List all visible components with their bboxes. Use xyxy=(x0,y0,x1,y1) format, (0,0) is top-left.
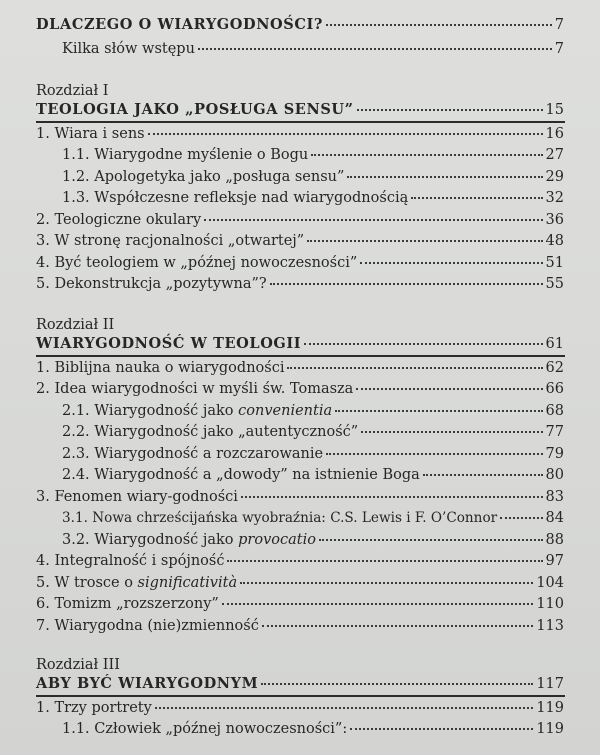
toc-entry-title: 5. Dekonstrukcja „pozytywna”? xyxy=(36,276,267,292)
leader-dots xyxy=(357,108,543,111)
toc-entry xyxy=(0,507,600,529)
toc-page-number: 104 xyxy=(536,575,564,591)
toc-page-number: 113 xyxy=(536,618,564,634)
toc-page-number: 16 xyxy=(545,126,564,142)
leader-dots xyxy=(304,342,542,345)
toc-entry-title: 1.2. Apologetyka jako „posługa sensu” xyxy=(62,169,345,185)
toc-entry-title: 6. Tomizm „rozszerzony” xyxy=(36,596,219,612)
leader-dots xyxy=(261,682,533,685)
leader-dots xyxy=(326,452,542,455)
leader-dots xyxy=(350,727,533,730)
leader-dots xyxy=(361,430,542,433)
toc-entry xyxy=(0,486,600,508)
toc-entry-title: 5. W trosce o significatività xyxy=(36,575,238,591)
toc-entry-title: 2.1. Wiarygodność jako convenientia xyxy=(62,403,333,419)
toc-page-number: 68 xyxy=(545,403,564,419)
toc-page-number: 79 xyxy=(545,446,564,462)
toc-entry xyxy=(0,550,600,572)
toc-entry-title: 3.2. Wiarygodność jako provocatio xyxy=(62,532,316,548)
leader-dots xyxy=(500,516,542,519)
leader-dots xyxy=(287,366,542,369)
toc-entry-title: 3.1. Nowa chrześcijańska wyobraźnia: C.S. Lewis i F. O’Connor xyxy=(62,510,498,526)
leader-dots xyxy=(356,387,542,390)
toc-entry-title: Kilka słów wstępu xyxy=(62,41,195,57)
toc-entry-title: 1.1. Człowiek „późnej nowoczesności”: xyxy=(62,721,348,737)
chapter-title: ABY BYĆ WIARYGODNYM xyxy=(36,675,259,692)
chapter-title-entry xyxy=(0,673,600,695)
leader-dots xyxy=(319,538,543,541)
toc-entry-title: 4. Być teologiem w „późnej nowoczesności” xyxy=(36,255,358,271)
toc-entry-title: 1. Biblijna nauka o wiarygodności xyxy=(36,360,285,376)
toc-entry xyxy=(0,187,600,209)
toc-page-number: 61 xyxy=(545,336,564,352)
toc-entry xyxy=(0,378,600,400)
toc-entry-title: 1. Trzy portrety xyxy=(36,700,152,716)
chapter-title-entry xyxy=(0,99,600,121)
toc-entry-title: 1.3. Współczesne refleksje nad wiarygodnością xyxy=(62,190,409,206)
toc-entry xyxy=(0,209,600,231)
toc-entry xyxy=(0,144,600,166)
toc-entry xyxy=(0,615,600,637)
toc-page-number: 117 xyxy=(536,676,564,692)
toc-entry-title: 2.4. Wiarygodność a „dowody” na istnienie Boga xyxy=(62,467,420,483)
toc-entry xyxy=(0,230,600,252)
toc-entry-title: 2. Idea wiarygodności w myśli św. Tomasza xyxy=(36,381,354,397)
chapter-label: Rozdział III xyxy=(36,657,120,673)
toc-page-number: 15 xyxy=(545,102,564,118)
toc-entry-title: 3. W stronę racjonalności „otwartej” xyxy=(36,233,305,249)
leader-dots xyxy=(423,473,543,476)
toc-page-number: 88 xyxy=(545,532,564,548)
toc-page-number: 7 xyxy=(554,17,564,33)
toc-page-number: 97 xyxy=(545,553,564,569)
chapter-label: Rozdział II xyxy=(36,317,115,333)
toc-entry xyxy=(0,529,600,551)
toc-page-number: 36 xyxy=(545,212,564,228)
toc-entry-title: 2.2. Wiarygodność jako „autentyczność” xyxy=(62,424,359,440)
toc-page-number: 119 xyxy=(536,700,564,716)
leader-dots xyxy=(311,153,542,156)
leader-dots xyxy=(360,261,542,264)
toc-page-number: 84 xyxy=(545,510,564,526)
leader-dots xyxy=(326,23,552,26)
toc-entry-title: 2.3. Wiarygodność a rozczarowanie xyxy=(62,446,324,462)
chapter-title: TEOLOGIA JAKO „POSŁUGA SENSU” xyxy=(36,101,354,118)
toc-entry-intro xyxy=(0,14,600,36)
toc-entry-title: 1. Wiara i sens xyxy=(36,126,145,142)
leader-dots xyxy=(148,132,543,135)
toc-entry xyxy=(0,421,600,443)
toc-entry xyxy=(0,697,600,719)
toc-page-number: 29 xyxy=(545,169,564,185)
toc-page-number: 83 xyxy=(545,489,564,505)
toc-entry-intro-sub xyxy=(0,38,600,60)
leader-dots xyxy=(241,495,543,498)
leader-dots xyxy=(411,196,542,199)
leader-dots xyxy=(307,239,542,242)
toc-page-number: 7 xyxy=(554,41,564,57)
toc-page-number: 66 xyxy=(545,381,564,397)
leader-dots xyxy=(240,581,533,584)
toc-entry-title: 4. Integralność i spójność xyxy=(36,553,225,569)
toc-page-number: 110 xyxy=(536,596,564,612)
toc-entry-title: 7. Wiarygodna (nie)zmienność xyxy=(36,618,259,634)
chapter-label: Rozdział I xyxy=(36,83,109,99)
leader-dots xyxy=(335,409,542,412)
leader-dots xyxy=(222,602,533,605)
toc-page-number: 62 xyxy=(545,360,564,376)
toc-entry xyxy=(0,123,600,145)
leader-dots xyxy=(262,624,533,627)
toc-entry-title: 2. Teologiczne okulary xyxy=(36,212,202,228)
leader-dots xyxy=(204,218,542,221)
italic-term: convenientia xyxy=(238,403,333,419)
toc-page-number: 80 xyxy=(545,467,564,483)
chapter-title-entry xyxy=(0,333,600,355)
toc-entry xyxy=(0,572,600,594)
toc-page-number: 27 xyxy=(545,147,564,163)
leader-dots xyxy=(347,175,542,178)
toc-page-number: 77 xyxy=(545,424,564,440)
toc-entry xyxy=(0,252,600,274)
toc-entry xyxy=(0,273,600,295)
toc-entry xyxy=(0,400,600,422)
toc-entry xyxy=(0,593,600,615)
toc-entry-title: 3. Fenomen wiary-godności xyxy=(36,489,238,505)
toc-entry-title: 1.1. Wiarygodne myślenie o Bogu xyxy=(62,147,309,163)
toc-page-number: 55 xyxy=(545,276,564,292)
toc-entry-title: DLACZEGO O WIARYGODNOŚCI? xyxy=(36,16,323,33)
toc-page-number: 51 xyxy=(545,255,564,271)
toc-entry xyxy=(0,443,600,465)
chapter-title: WIARYGODNOŚĆ W TEOLOGII xyxy=(36,335,302,352)
leader-dots xyxy=(227,559,542,562)
toc-page-number: 48 xyxy=(545,233,564,249)
toc-page-number: 32 xyxy=(545,190,564,206)
leader-dots xyxy=(198,47,552,50)
leader-dots xyxy=(270,282,543,285)
italic-term: provocatio xyxy=(238,532,316,548)
toc-entry xyxy=(0,718,600,740)
toc-page-number: 119 xyxy=(536,721,564,737)
toc-entry xyxy=(0,464,600,486)
italic-term: significatività xyxy=(137,575,238,591)
toc-entry xyxy=(0,166,600,188)
leader-dots xyxy=(155,706,534,709)
toc-entry xyxy=(0,357,600,379)
